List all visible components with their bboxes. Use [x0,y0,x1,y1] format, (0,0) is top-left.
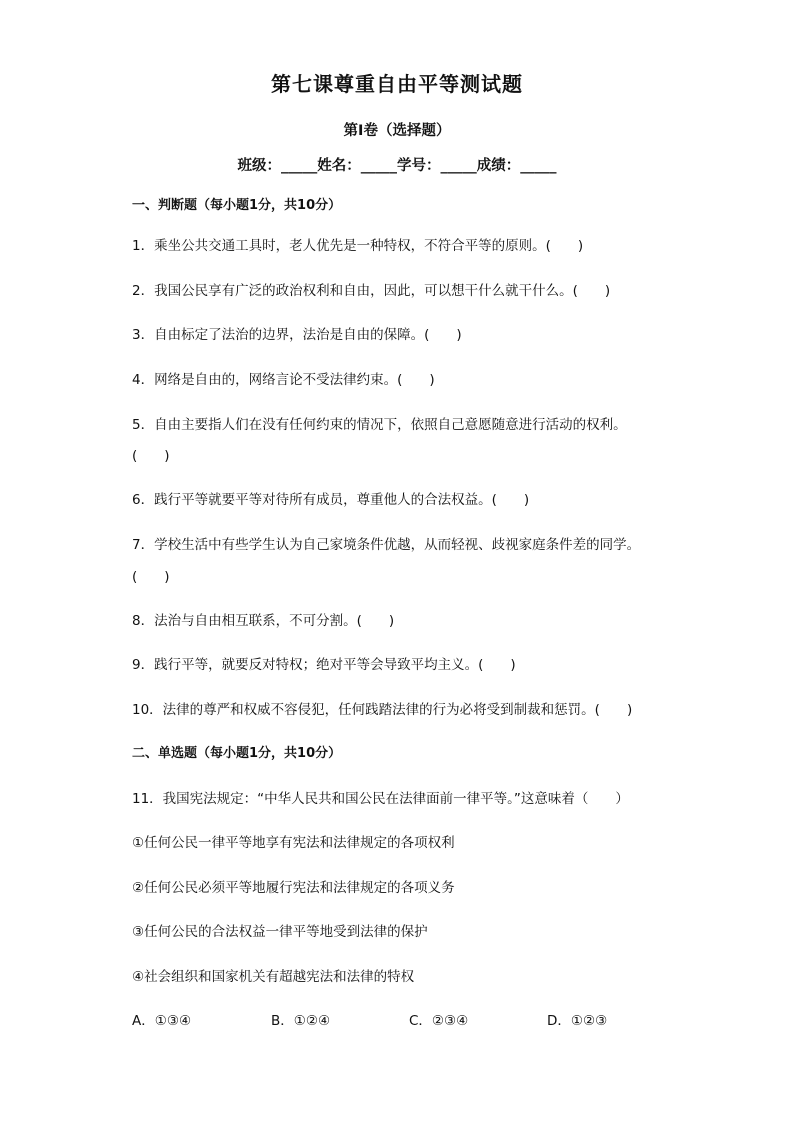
question-10: 10．法律的尊严和权威不容侵犯，任何践踏法律的行为必将受到制裁和惩罚。( ) [132,702,633,718]
question-1: 1．乘坐公共交通工具时，老人优先是一种特权，不符合平等的原则。( ) [132,238,584,254]
part-subtitle: 第Ⅰ卷（选择题） [343,123,451,139]
question-11-item-3: ③任何公民的合法权益一律平等地受到法律的保护 [132,924,428,940]
question-9: 9．践行平等，就要反对特权；绝对平等会导致平均主义。( ) [132,657,516,673]
option-c: C．②③④ [409,1013,469,1029]
page-title: 第七课尊重自由平等测试题 [271,72,523,96]
question-11-item-4: ④社会组织和国家机关有超越宪法和法律的特权 [132,969,415,985]
question-5-answer-blank: ( ) [132,448,170,464]
question-11-item-2: ②任何公民必须平等地履行宪法和法律规定的各项义务 [132,880,455,896]
question-2: 2．我国公民享有广泛的政治权利和自由，因此，可以想干什么就干什么。( ) [132,283,611,299]
question-7-answer-blank: ( ) [132,569,170,585]
question-3: 3．自由标定了法治的边界，法治是自由的保障。( ) [132,327,462,343]
section-heading-judgment: 一、判断题（每小题1分，共10分） [132,198,342,213]
question-4: 4．网络是自由的，网络言论不受法律约束。( ) [132,372,435,388]
section-heading-single-choice: 二、单选题（每小题1分，共10分） [132,746,342,761]
option-d: D．①②③ [547,1013,608,1029]
question-5: 5．自由主要指人们在没有任何约束的情况下，依照自己意愿随意进行活动的权利。 [132,417,627,433]
student-info-line: 班级：_____姓名：_____学号：_____成绩：_____ [237,158,557,174]
question-11-stem: 11．我国宪法规定：“中华人民共和国公民在法律面前一律平等。”这意味着（ ） [132,791,629,807]
question-7: 7．学校生活中有些学生认为自己家境条件优越，从而轻视、歧视家庭条件差的同学。 [132,537,641,553]
question-8: 8．法治与自由相互联系，不可分割。( ) [132,613,395,629]
question-6: 6．践行平等就要平等对待所有成员，尊重他人的合法权益。( ) [132,492,530,508]
option-b: B．①②④ [271,1013,331,1029]
option-a: A．①③④ [132,1013,192,1029]
question-11-item-1: ①任何公民一律平等地享有宪法和法律规定的各项权利 [132,835,455,851]
